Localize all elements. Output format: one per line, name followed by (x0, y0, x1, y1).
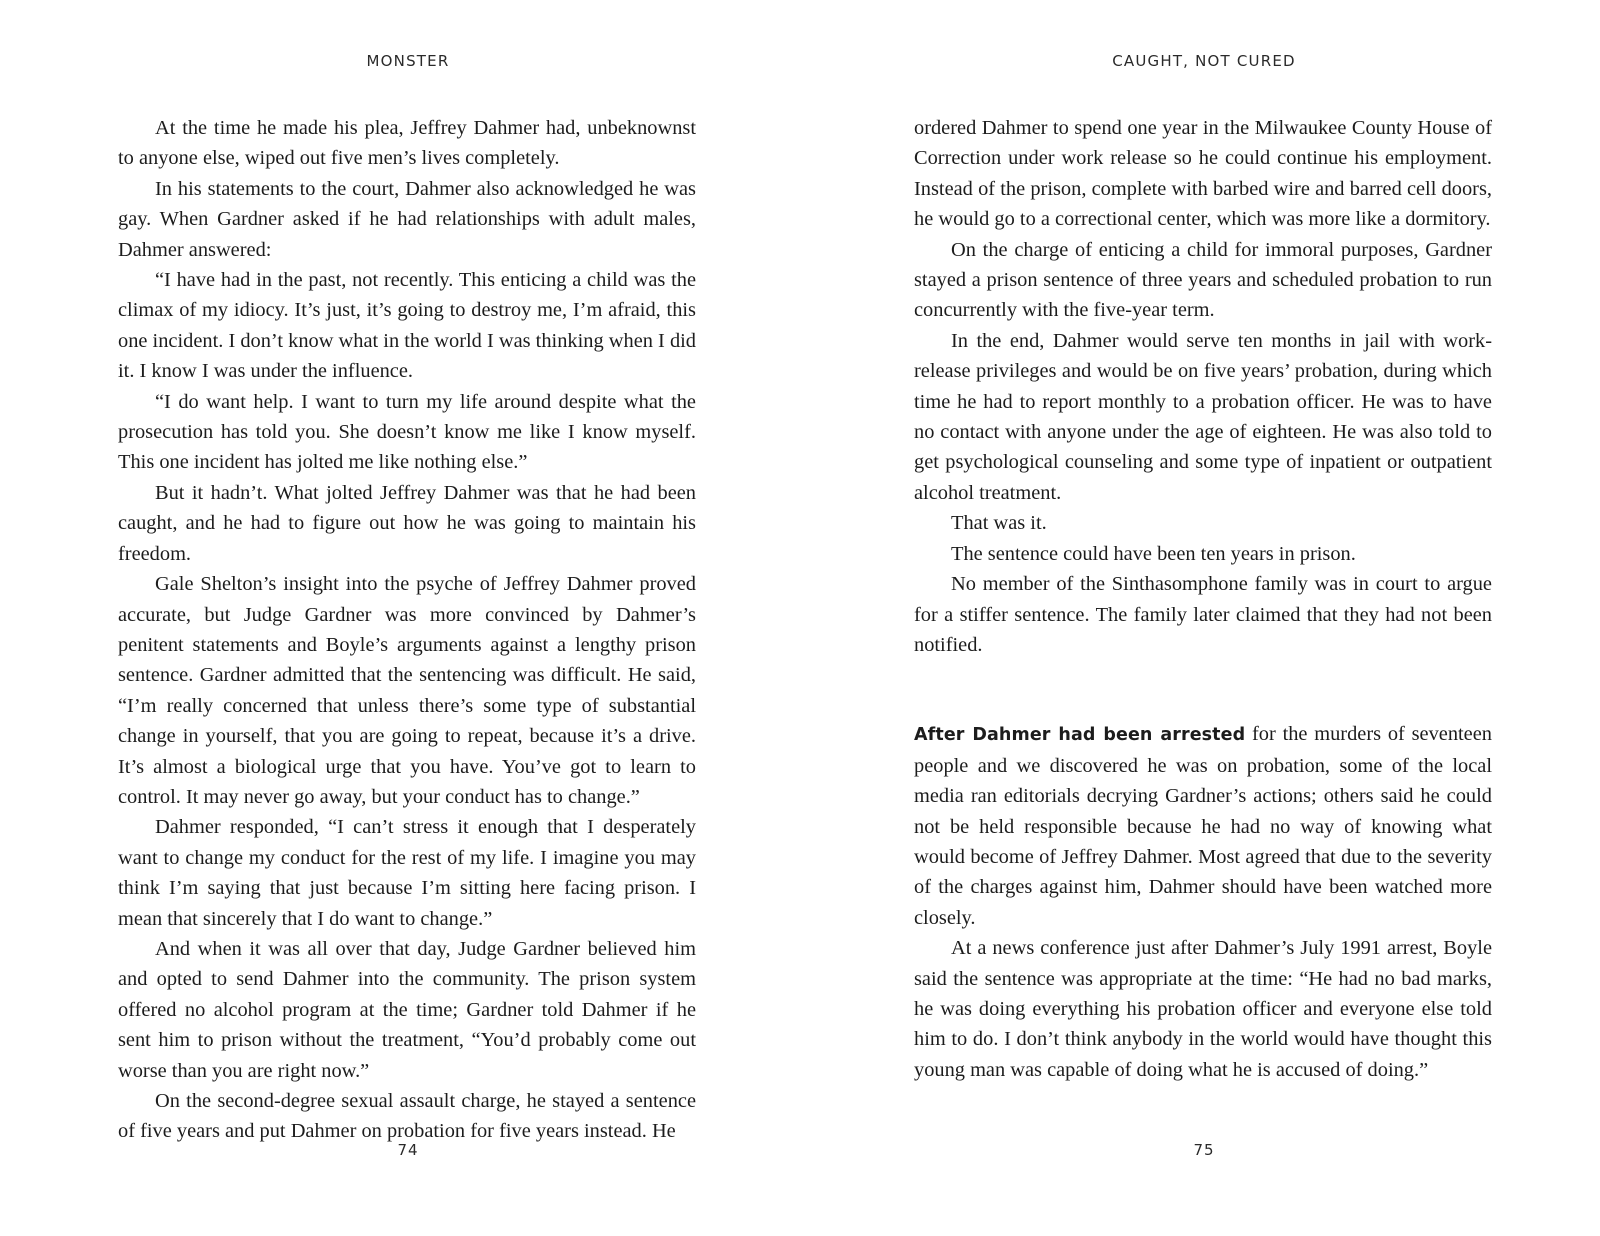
paragraph: That was it. (951, 512, 1047, 535)
paragraph: At a news conference just after Dahmer’s July 1991 arrest, Boyle said the sentence was appropriate at the time: “He had no bad marks, he was doing everything his probation officer and everyone else told him to do. I don’t think anybody in the world would have thought this young man was capable of doing what he is accused of doing.” (914, 937, 1492, 1081)
running-head-left: MONSTER (366, 52, 450, 70)
paragraph: And when it was all over that day, Judge Gardner believed him and opted to send Dahmer into the community. The prison system offered no alcohol program at the time; Gardner told Dahmer if he sent him to prison without the treatment, “You’d probably come out worse than you are right now.” (118, 937, 696, 1082)
paragraph: But it hadn’t. What jolted Jeffrey Dahmer was that he had been caught, and he had to figure out how he was going to maintain his freedom. (118, 481, 696, 565)
running-head-right: CAUGHT, NOT CURED (1112, 52, 1296, 70)
paragraph: On the charge of enticing a child for immoral purposes, Gardner stayed a prison sentence of three years and scheduled probation to run concurrently with the five-year term. (914, 238, 1492, 322)
paragraph: The sentence could have been ten years in prison. (951, 542, 1356, 565)
paragraph: On the second-degree sexual assault charge, he stayed a sentence of five years and put Dahmer on probation for five years instead. He (118, 1090, 696, 1143)
paragraph: Dahmer responded, “I can’t stress it enough that I desperately want to change my conduct for the rest of my life. I imagine you may think I’m saying that just because I’m sitting here facing prison. I mean that sincerely that I do want to change.” (118, 816, 696, 930)
paragraph: In the end, Dahmer would serve ten months in jail with work-release privileges and would be on five years’ probation, during which time he had to report monthly to a probation officer. He was to have no contact with anyone under the age of eighteen. He was also told to get psychological counseling and some type of inpatient or outpatient alcohol treatment. (914, 329, 1492, 504)
paragraph: “I do want help. I want to turn my life around despite what the prosecution has told you. She doesn’t know me like I know myself. This one incident has jolted me like nothing else.” (118, 390, 696, 474)
paragraph: “I have had in the past, not recently. This enticing a child was the climax of my idiocy. It’s just, it’s going to destroy me, I’m afraid, this one incident. I don’t know what in the world I was thinking when I did it. I know I was under the influence. (118, 269, 696, 383)
paragraph: No member of the Sinthasomphone family was in court to argue for a stiffer sentence. The family later claimed that they had not been notified. (914, 573, 1492, 656)
body-text-left (118, 113, 696, 1147)
section-first-paragraph-text: for the murders of seventeen people and we discovered he was on probation, some of the local media ran editorials decrying Gardner’s actions; others said he could not be held responsible because he had no way of knowing what would become of Jeffrey Dahmer. Most agreed that due to the severity of the charges against him, Dahmer should have been watched more closely. (914, 723, 1492, 929)
paragraph: Gale Shelton’s insight into the psyche of Jeffrey Dahmer proved accurate, but Judge Gardner was more convinced by Dahmer’s penitent statements and Boyle’s arguments against a lengthy prison sentence. Gardner admitted that the sentencing was difficult. He said, “I’m really concerned that unless there’s some type of substantial change in yourself, that you are going to repeat, because it’s a drive. It’s almost a biological urge that you have. You’ve got to learn to control. It may never go away, but your conduct has to change.” (118, 573, 696, 808)
paragraph: At the time he made his plea, Jeffrey Dahmer had, unbeknownst to anyone else, wiped out five men’s lives completely. (118, 117, 696, 170)
paragraph: In his statements to the court, Dahmer also acknowledged he was gay. When Gardner asked if he had relationships with adult males, Dahmer answered: (118, 177, 696, 261)
section-first-paragraph (914, 719, 1492, 933)
body-text-right (914, 113, 1492, 1085)
right-page (800, 0, 1600, 1236)
page-number-right: 75 (1193, 1141, 1215, 1159)
paragraph: ordered Dahmer to spend one year in the Milwaukee County House of Correction under work release so he could continue his employment. Instead of the prison, complete with barbed wire and barred cell doors, he would go to a correctional center, which was more like a dormitory. (914, 117, 1492, 231)
page-number-left: 74 (397, 1141, 419, 1159)
section-lead-in: After Dahmer had been arrested (914, 725, 1246, 746)
